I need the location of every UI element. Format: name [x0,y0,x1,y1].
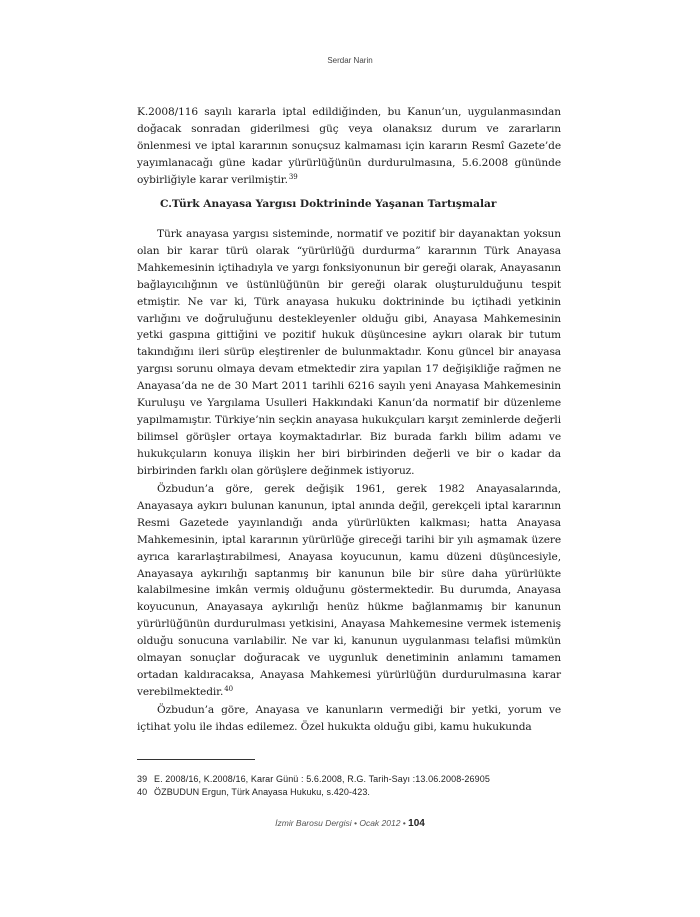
section-heading: C.Türk Anayasa Yargısı Doktrininde Yaşanan Tartışmalar [160,198,497,210]
paragraph-4 [137,702,561,736]
footnote-text: E. 2008/16, K.2008/16, Karar Günü : 5.6.2008, R.G. Tarih-Sayı :13.06.2008-26905 [154,774,490,784]
paragraph-text: Özbudun’a göre, Anayasa ve kanunların vermediği bir yetki, yorum ve içtihat yolu ile ihdas edilemez. Özel hukukta olduğu gibi, kamu hukukunda [137,704,561,733]
page-footer [0,818,700,829]
footnote-ref-39[interactable]: 39 [288,172,298,181]
footnote-number: 40 [137,787,148,797]
running-header: Serdar Narin [327,56,373,65]
paragraph-text: K.2008/116 sayılı kararla iptal edildiğinden, bu Kanun’un, uygulanmasından doğacak sonradan giderilmesi güç veya olanaksız durum ve zararların önlenmesi ve iptal kararının sonuçsuz kalmaması için kararın Resmî Gazete’de yayımlanacağı güne kadar yürürlüğünün durdurulmasına, 5.6.2008 gününde oybirliğiyle karar verilmiştir. [137,106,561,186]
footnote-ref-40[interactable]: 40 [224,684,233,693]
paragraph-3 [137,481,561,701]
paragraph-2 [137,226,561,480]
footnote-text: ÖZBUDUN Ergun, Türk Anayasa Hukuku, s.420-423. [154,787,371,797]
footnote-number: 39 [137,774,148,784]
page-number: 104 [408,818,425,829]
paragraph-text: Türk anayasa yargısı sisteminde, normatif ve pozitif bir dayanaktan yoksun olan bir karar türü olarak “yürürlüğü durdurma” kararının Türk Anayasa Mahkemesinin içtihadıyla ve yargı fonksiyonunun bir gereği olarak, Anayasanın bağlayıcılığının ve üstünlüğünün bir gereği olarak oluşturulduğunu tespit etmiştir. Ne var ki, Türk anayasa hukuku doktrininde bu içtihadi yetkinin varlığını ve doğruluğunu destekleyenler olduğu gibi, Anayasa Mahkemesinin yetki gaspına gittiğini ve pozitif hukuk düşüncesine aykırı olarak bir tutum takındığını ileri sürüp eleştirenler de bulunmaktadır. Konu güncel bir anayasa yargısı sorunu olmaya devam etmektedir zira yapılan 17 değişikliğe rağmen ne Anayasa’da ne de 30 Mart 2011 tarihli 6216 sayılı yeni Anayasa Mahkemesinin Kuruluşu ve Yargılama Usulleri Hakkındaki Kanun’da normatif bir düzenleme yapılmamıştır. Türkiye’nin seçkin anayasa hukukçuları karşıt zeminlerde değerli bilimsel görüşler ortaya koymaktadırlar. Biz burada farklı bilim adamı ve hukukçuların konuya ilişkin her biri birbirinden değerli ve bir o kadar da birbirinden farklı olan görüşlere değinmek istiyoruz. [137,228,561,477]
footnote-40 [137,787,370,797]
paragraph-1 [137,104,561,189]
footnote-divider [137,759,255,760]
journal-name: İzmir Barosu Dergisi • Ocak 2012 • [275,818,406,828]
footnote-39 [137,774,490,784]
paragraph-text: Özbudun’a göre, gerek değişik 1961, gerek 1982 Anayasalarında, Anayasaya aykırı bulunan kanunun, iptal anında değil, gerekçeli iptal kararının Resmi Gazetede yayınlandığı anda yürürlükten kalkması; hatta Anayasa Mahkemesinin, iptal kararının yürürlüğe gireceği tarihi bir yılı aşmamak üzere ayrıca kararlaştırabilmesi, Anayasa koyucunun, kamu düzeni düşüncesiyle, Anayasaya aykırılığı saptanmış bir kanunun bile bir süre daha yürürlükte kalabilmesine imkân vermiş olduğunu göstermektedir. Bu durumda, Anayasa koyucunun, Anayasaya aykırılığı henüz hükme bağlanmamış bir kanunun yürürlüğünün durdurulması yetkisini, Anayasa Mahkemesine vermek istemeniş olduğu sonucuna varılabilir. Ne var ki, kanunun uygulanması telafisi mümkün olmayan sonuçlar doğuracak ve uygunluk denetiminin anlamını tamamen ortadan kaldıracaksa, Anayasa Mahkemesi yürürlüğün durdurulmasına karar verebilmektedir. [137,483,561,698]
